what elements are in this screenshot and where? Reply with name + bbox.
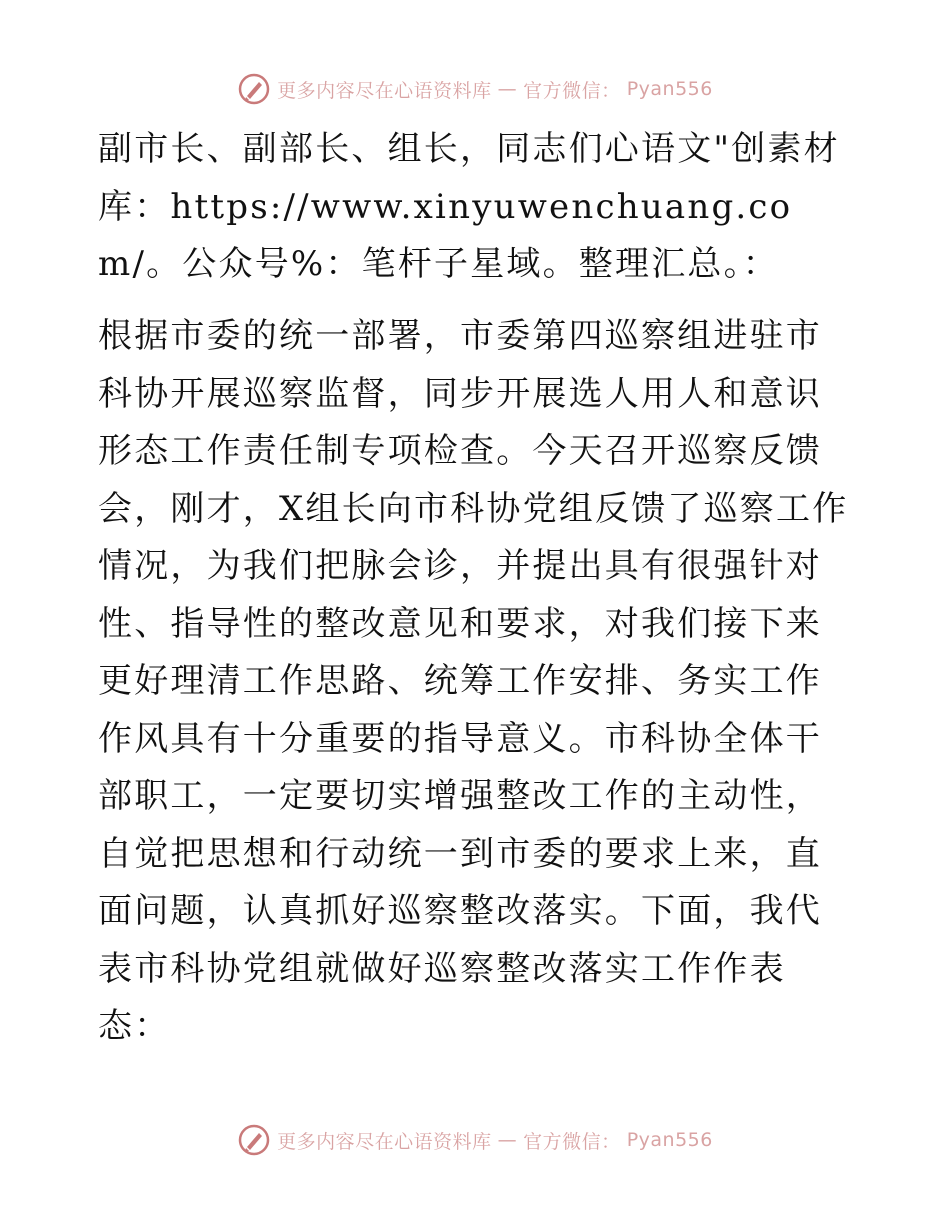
watermark-text-main: 更多内容尽在心语资料库 [277,1130,492,1153]
watermark-dash: — [497,78,518,100]
watermark-official: 官方微信： [523,79,621,102]
watermark-id: Pyan556 [626,1129,713,1151]
footer-watermark [0,1123,950,1157]
salutation-paragraph: 副市长、副部长、组长，同志们心语文"创素材库：https://www.xinyuwenchuang.com/。公众号%：笔杆子星域。整理汇总。： [98,129,840,284]
body-paragraph: 根据市委的统一部署，市委第四巡察组进驻市科协开展巡察监督，同步开展选人用人和意识形态工作责任制专项检查。今天召开巡察反馈会，刚才，X组长向市科协党组反馈了巡察工作情况，为我们把脉会诊，并提出具有很强针对性、指导性的整改意见和要求，对我们接下来更好理清工作思路、统筹工作安排、务实工作作风具有十分重要的指导意义。市科协全体干部职工，一定要切实增强整改工作的主动性，自觉把思想和行动统一到市委的要求上来，直面问题，认真抓好巡察整改落实。下面，我代表市科协党组就做好巡察整改落实工作作表态： [98,316,849,1046]
pen-logo-icon [237,1123,271,1157]
watermark-text-main: 更多内容尽在心语资料库 [277,79,492,102]
header-watermark [0,72,950,106]
watermark-id: Pyan556 [626,78,713,100]
watermark-official: 官方微信： [523,1130,621,1153]
watermark-dash: — [497,1129,518,1151]
pen-logo-icon [237,72,271,106]
